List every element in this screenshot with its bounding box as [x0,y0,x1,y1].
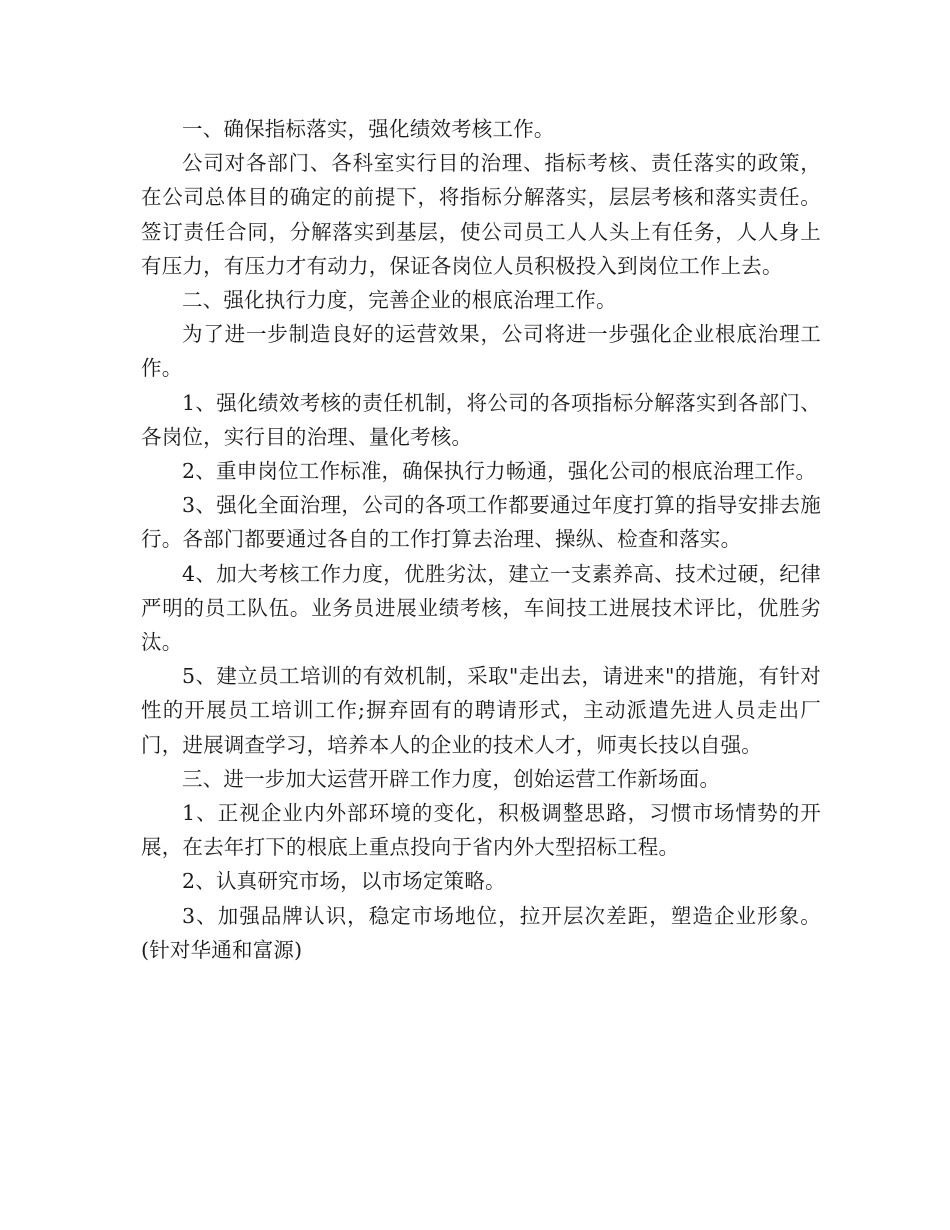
heading-section-2: 二、强化执行力度，完善企业的根底治理工作。 [182,288,617,313]
paragraph: 公司对各部门、各科室实行目的治理、指标考核、责任落实的政策，在公司总体目的确定的前提下，将指标分解落实，层层考核和落实责任。签订责任合同，分解落实到基层，使公司员工人人头上有任务，人人身上有压力，有压力才有动力，保证各岗位人员积极投入到岗位工作上去。 [141,151,821,278]
list-item: 2、重申岗位工作标准，确保执行力畅通，强化公司的根底治理工作。 [182,459,817,484]
list-item: 1、正视企业内外部环境的变化，积极调整思路，习惯市场情势的开展，在去年打下的根底上重点投向于省内外大型招标工程。 [141,801,821,860]
document-body [141,112,821,967]
list-item: 2、认真研究市场，以市场定策略。 [182,869,506,894]
list-item: 4、加大考核工作力度，优胜劣汰，建立一支素养高、技术过硬，纪律严明的员工队伍。业务员进展业绩考核，车间技工进展技术评比，优胜劣汰。 [141,561,821,655]
list-item: 5、建立员工培训的有效机制，采取"走出去，请进来"的措施，有针对性的开展员工培训工作;摒弃固有的聘请形式，主动派遣先进人员走出厂门，进展调查学习，培养本人的企业的技术人才，师夷长技以自强。 [141,664,821,757]
paragraph: 为了进一步制造良好的运营效果，公司将进一步强化企业根底治理工作。 [141,322,821,381]
list-item: 1、强化绩效考核的责任机制，将公司的各项指标分解落实到各部门、各岗位，实行目的治理、量化考核。 [141,390,821,449]
heading-section-1: 一、确保指标落实，强化绩效考核工作。 [182,117,555,141]
list-item: 3、加强品牌认识，稳定市场地位，拉开层次差距，塑造企业形象。(针对华通和富源) [141,903,821,962]
list-item: 3、强化全面治理，公司的各项工作都要通过年度打算的指导安排去施行。各部门都要通过各自的工作打算去治理、操纵、检查和落实。 [141,493,821,552]
heading-section-3: 三、进一步加大运营开辟工作力度，创始运营工作新场面。 [182,766,721,791]
